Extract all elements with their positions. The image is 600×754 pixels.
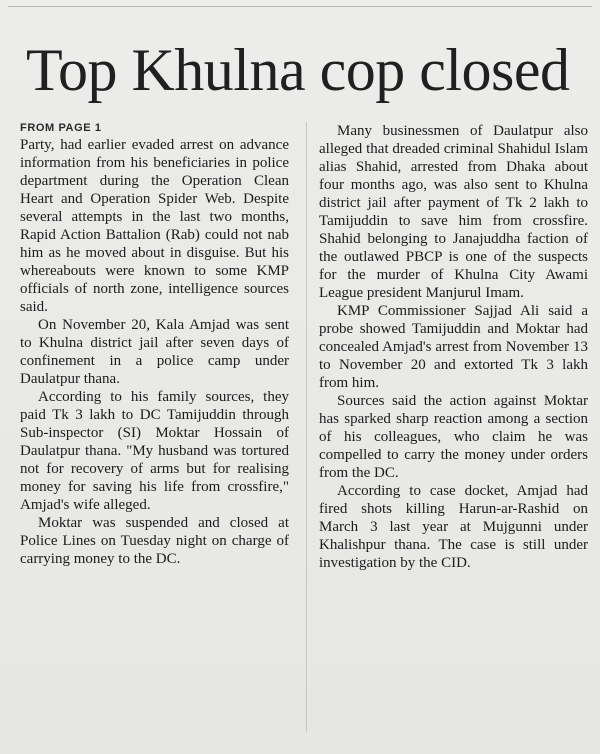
- column-divider: [306, 122, 307, 732]
- top-rule: [8, 6, 592, 7]
- paragraph: On November 20, Kala Amjad was sent to Khulna district jail after seven days of confinement in a police camp under Daulatpur thana.: [20, 317, 289, 387]
- headline: Top Khulna cop closed: [26, 37, 570, 103]
- kicker: FROM PAGE 1: [20, 122, 102, 134]
- paragraph: Sources said the action against Moktar has sparked sharp reaction among a section of his colleagues, who claim he was compelled to carry the money under orders from the DC.: [319, 393, 588, 481]
- paragraph: Moktar was suspended and closed at Police Lines on Tuesday night on charge of carrying money to the DC.: [20, 515, 289, 567]
- paragraph: According to case docket, Amjad had fired shots killing Harun-ar-Rashid on March 3 last year at Mujgunni under Khalishpur thana. The case is still under investigation by the CID.: [319, 483, 588, 571]
- left-column: [20, 122, 289, 732]
- right-column: [319, 122, 588, 732]
- paragraph: Many businessmen of Daulatpur also alleged that dreaded criminal Shahidul Islam alias Shahid, arrested from Dhaka about four months ago, was also sent to Khulna district jail after payment of Tk 2 lakh to Tamijuddin to save him from crossfire. Shahid belonging to Janajuddha faction of the outlawed PBCP is one of the suspects for the murder of Khulna City Awami League president Manjurul Imam.: [319, 123, 588, 301]
- paragraph: Party, had earlier evaded arrest on advance information from his beneficiaries in police department during the Operation Clean Heart and Operation Spider Web. Despite several attempts in the last two months, Rapid Action Battalion (Rab) could not nab him as he moved about in disguise. But his whereabouts were known to some KMP officials of north zone, intelligence sources said.: [20, 137, 289, 315]
- paragraph: KMP Commissioner Sajjad Ali said a probe showed Tamijuddin and Moktar had concealed Amjad's arrest from November 13 to November 20 and extorted Tk 3 lakh from him.: [319, 303, 588, 391]
- paragraph: According to his family sources, they paid Tk 3 lakh to DC Tamijuddin through Sub-inspector (SI) Moktar Hossain of Daulatpur thana. "My husband was tortured not for recovery of arms but for realising money for saving his life from crossfire," Amjad's wife alleged.: [20, 389, 289, 513]
- article-columns: [20, 122, 588, 732]
